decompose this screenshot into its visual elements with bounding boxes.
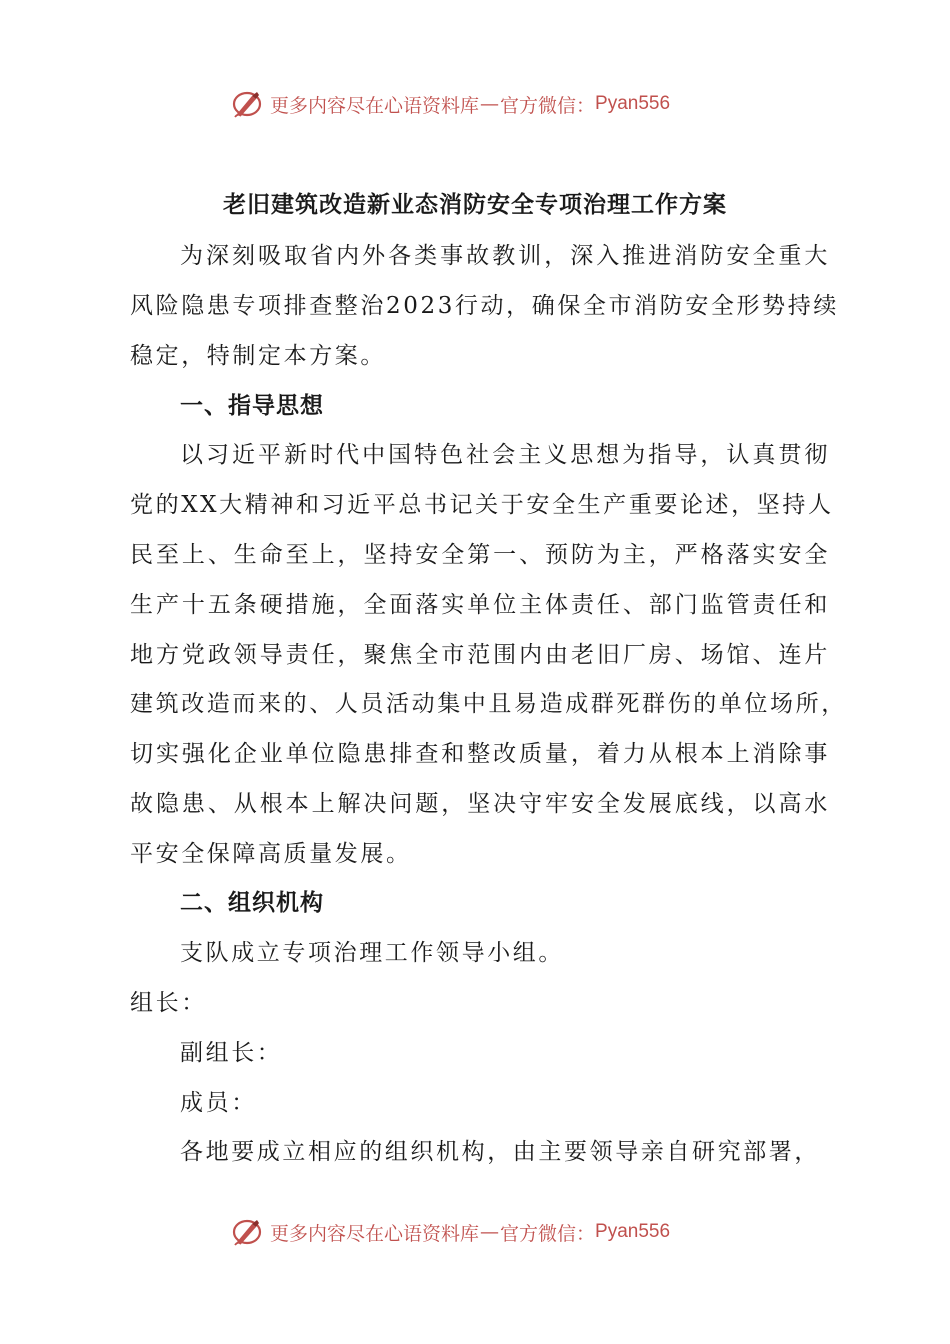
role-label-leader: 组长：: [130, 990, 207, 1016]
paragraph-line: 各地要成立相应的组织机构，由主要领导亲自研究部署，: [180, 1139, 820, 1165]
paragraph-line: 地方党政领导责任，聚焦全市范围内由老旧厂房、场馆、连片: [130, 642, 830, 668]
section-heading: 二、组织机构: [180, 889, 324, 916]
paragraph-line: 建筑改造而来的、人员活动集中且易造成群死群伤的单位场所，: [130, 691, 847, 717]
pen-brush-logo-icon: [230, 1215, 264, 1249]
banner-text: 更多内容尽在心语资料库: [270, 94, 480, 117]
paragraph-line: 平安全保障高质量发展。: [130, 841, 412, 867]
paragraph-line: 民至上、生命至上，坚持安全第一、预防为主，严格落实安全: [130, 542, 830, 568]
banner-wechat-id: Pyan556: [595, 1221, 671, 1242]
paragraph-line: 支队成立专项治理工作领导小组。: [180, 940, 564, 966]
section-heading: 一、指导思想: [180, 392, 324, 419]
paragraph-line: 生产十五条硬措施，全面落实单位主体责任、部门监管责任和: [130, 592, 830, 618]
paragraph-line: 以习近平新时代中国特色社会主义思想为指导，认真贯彻: [180, 442, 830, 468]
role-label-members: 成员：: [180, 1090, 257, 1116]
header-banner: [230, 84, 750, 124]
banner-wechat-label: 官方微信：: [500, 94, 596, 117]
banner-wechat-label: 官方微信：: [500, 1222, 596, 1245]
role-label-deputy-leader: 副组长：: [180, 1040, 283, 1066]
paragraph-line: 党的XX大精神和习近平总书记关于安全生产重要论述，坚持人: [130, 492, 834, 518]
paragraph-line: 故隐患、从根本上解决问题，坚决守牢安全发展底线，以高水: [130, 791, 830, 817]
paragraph-line: 为深刻吸取省内外各类事故教训，深入推进消防安全重大: [180, 243, 830, 269]
footer-banner: [230, 1212, 750, 1252]
banner-separator: —: [480, 1221, 500, 1243]
banner-separator: —: [480, 93, 500, 115]
paragraph-line: 稳定，特制定本方案。: [130, 343, 386, 369]
banner-text: 更多内容尽在心语资料库: [270, 1222, 480, 1245]
document-title: 老旧建筑改造新业态消防安全专项治理工作方案: [223, 191, 727, 218]
banner-wechat-id: Pyan556: [595, 93, 671, 114]
pen-brush-logo-icon: [230, 87, 264, 121]
paragraph-line: 切实强化企业单位隐患排查和整改质量，着力从根本上消除事: [130, 741, 830, 767]
paragraph-line: 风险隐患专项排查整治2023行动，确保全市消防安全形势持续: [130, 293, 839, 319]
